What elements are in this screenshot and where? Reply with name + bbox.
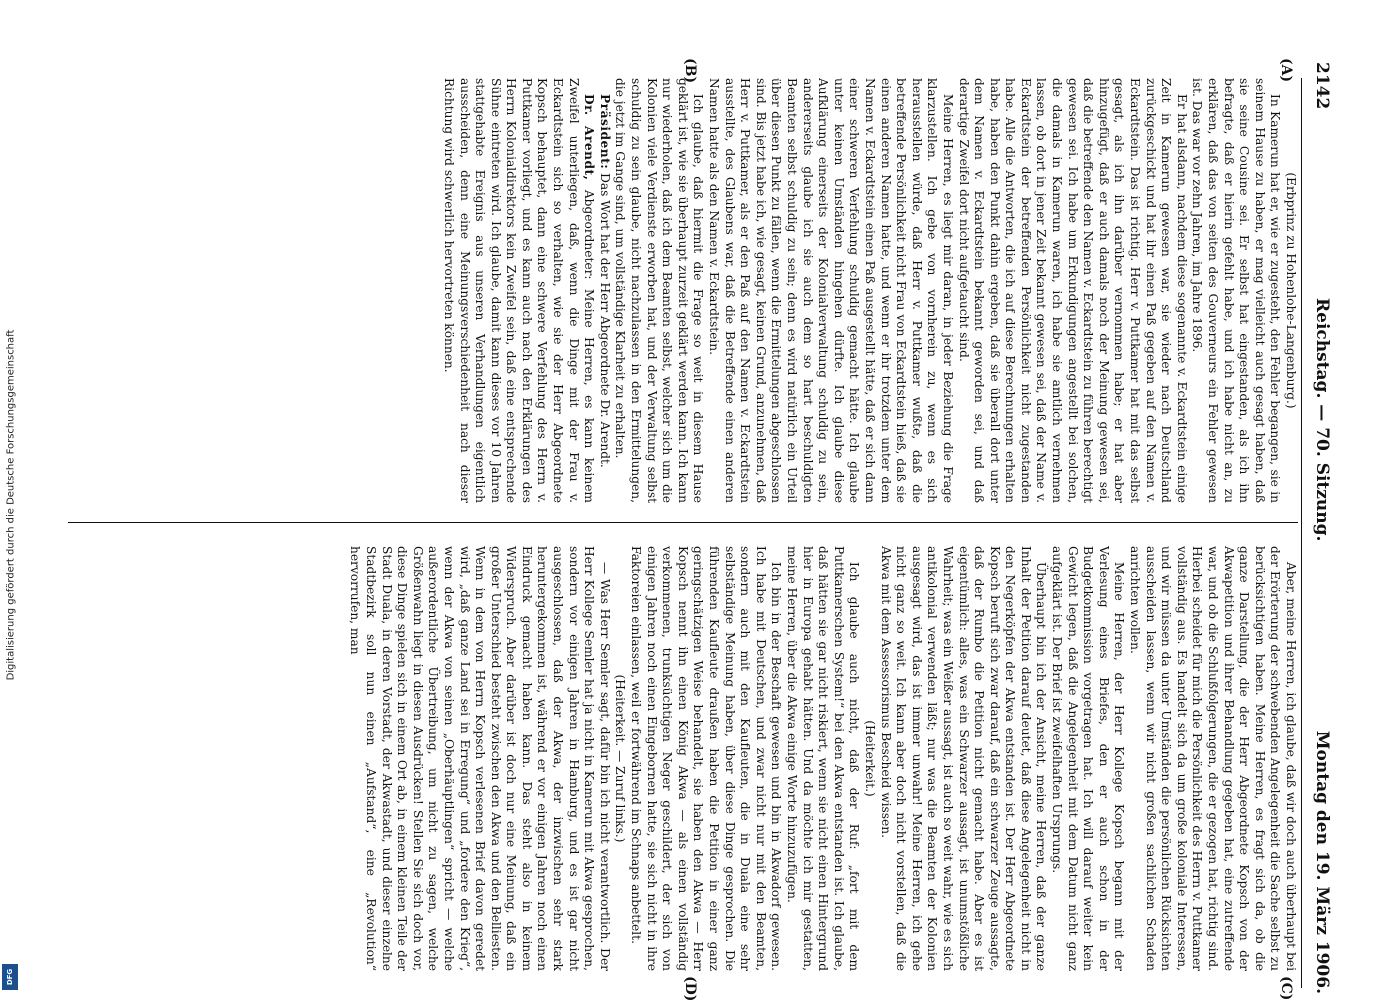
- speaker-paragraph: [596, 78, 612, 503]
- dfg-logo-text: DFG: [6, 968, 14, 986]
- speech-text: Das Wort hat der Herr Abgeordnete Dr. Arendt.: [597, 169, 612, 468]
- speaker-name: Dr. Arendt,: [582, 94, 597, 181]
- margin-strip: [0, 0, 22, 1000]
- speaker-name: Präsident:: [597, 94, 612, 170]
- stage-direction: (Heiterkeit. — Zuruf links.): [613, 674, 628, 843]
- body-paragraph: Er hat alsdann, nachdem diese sogenannte v. Eckardtstein einige Zeit in Kamerun gewesen war, sie wieder nach Deutschland zurückgeschickt und hat ihr einen Paß gegeben auf den Namen v. Eckardtstein. Das ist richtig. Herr v. Puttkamer hat mit das selbst gesagt, als ich ihn darüber vernommen habe; er hat aber hinzugefügt, daß er auch damals noch der Meinung gewesen sei, daß die betreffende den Namen v. Eckardtstein zu führen berechtigt gewesen sei. Ich habe um Erkundigungen angestellt bei solchen, die damals in Kamerun waren, ich habe sie amtlich vernehmen lassen, ob dort in jener Zeit bekannt gewesen sei, daß der Name v. Eckardtstein der betreffenden Persönlichkeit nicht zugestanden habe. Alle die Antworten, die ich auf diese Berechnungen erhalten habe, haben den Punkt dahin ergeben, daß sie überall dort unter dem Namen v. Eckardtstein bekannt geworden sei, und daß derartige Zweifel dort nicht aufgetaucht sind.: [956, 78, 1189, 503]
- digitization-attribution: Digitalisierung gefördert durch die Deutsche Forschungsgemeinschaft: [5, 329, 17, 681]
- scanned-page: [63, 58, 1338, 1001]
- right-column: [68, 546, 1298, 971]
- header-rule: [1301, 78, 1302, 988]
- section-marker-b: (B): [682, 58, 698, 84]
- page-number: 2142: [1312, 62, 1332, 110]
- column-divider: [68, 522, 1298, 523]
- stage-direction: (Heiterkeit.): [862, 720, 877, 797]
- session-title: Reichstag. — 70. Sitzung.: [1312, 298, 1332, 542]
- body-paragraph: Meine Herren, der Herr Kollege Kopsch begann mit der Verlesung eines Briefes, den er auch schon in der Budgetkommission vorgetragen hat. Ich will darauf weiter kein Gewicht legen, daß die Angelegenheit mit dem Datum nicht ganz aufgeklärt ist. Der Brief ist zweifelhaften Ursprungs.: [1050, 546, 1127, 971]
- speech-text: Abgeordneter: Meine Herren, es kann keinem Zweifel unterliegen, daß, wenn die Dinge mit der Frau v. Eckardtstein sich so verhalten, wie sie der Herr Abgeordnete Kopsch behauptet, dann eine schwere Verfehlung des Herrn v. Puttkamer vorliegt, und es kann auch nach den Erklärungen des Herrn Kolonialdirektors kein Zweifel sein, daß eine entsprechende Sühne eintreten wird. Ich glaube, damit kann dieses vor 10 Jahren stattgehabte Ereignis aus unseren Verhandlungen eigentlich ausscheiden, denn eine Meinungsverschiedenheit nach dieser Richtung wird schwerlich hervortreten können.: [441, 78, 597, 503]
- body-paragraph: Meine Herren, es liegt mir daran, in jeder Beziehung die Frage klarzustellen. Ich gebe von vornherein zu, wenn es sich herausstellen würde, daß Herr v. Puttkamer wußte, daß die betreffende Persönlichkeit nicht Frau von Eckardtstein hieß, daß sie einen anderen Namen hatte, und wenn er ihr trotzdem unter dem Namen v. Eckardtstein einen Paß ausgestellt hätte, daß er sich dann einer schweren Verfehlung schuldig gemacht hätte. Ich glaube unter keinen Umständen hingehen dürfte. Ich glaube diese Aufklärung einerseits der Kolonialverwaltung schuldig zu sein, andererseits glaube ich sie auch dem so hart beschuldigten Beamten selbst schuldig zu sein; denn es wird natürlich ein Urteil über diesen Punkt zu fällen, wenn die Ermittelungen abgeschlossen sind. Bis jetzt habe ich, wie gesagt, keinen Grund, anzunehmen, daß Herr v. Puttkamer, als er den Paß auf den Namen v. Eckardtstein ausstellte, des Glaubens war, daß die Betreffende einen anderen Namen hatte als den Namen v. Eckardtstein.: [707, 78, 955, 503]
- body-paragraph: — Was Herr Semler sagt, dafür bin ich nicht verantwortlich. Der Herr Kollege Semler hat ja nicht in Kamerun mit Akwa gesprochen, sondern vor einigen Jahren in Hamburg, und es ist gar nicht ausgeschlossen, daß der Akwa, der inzwischen sehr stark heruntergekommen ist, während er vor einigen Jahren noch einen Eindruck gemacht haben kann. Das steht also in keinem Widerspruch. Aber darüber ist doch nur eine Meinung, daß ein großer Unterschied besteht zwischen den Akwa und den Belliesten. Wenn in dem von Herrn Kopsch verlesenen Brief davon geredet wird, „daß ganze Land sei in Erregung“ und „fordere den Krieg“, wenn der Akwa von seinen „Oberhäuptlingen“ spricht — welche außerordentliche Übertreibung, um nicht zu sagen, welche Größenwahn liegt in diesen Ausdrücken! Stellen Sie sich doch vor, diese Dinge spielen sich in einem Ort ab, in einem kleinen Teile der Stadt Duala, in deren Vorstadt, der Akwastadt, und dieser einzelne Stadtbezirk soll nun einen „Aufstand“, eine „Revolution“ hervorrufen, man: [348, 546, 612, 971]
- body-paragraph: In Kamerun hat er, wie er zugesteht, den Fehler begangen, sie in seinem Hause zu haben, er mag vielleicht auch gesagt haben, daß sie seine Cousine sei. Er selbst hat eingestanden, als ich ihn befragte, daß er hierin gefehlt habe, und ich habe nicht an, zu erklären, daß das von seiten des Gouverneurs ein Fehler gewesen ist. Das war vor zehn Jahren, im Jahre 1896.: [1190, 78, 1283, 503]
- left-column: [68, 78, 1298, 503]
- page-header: [1302, 58, 1338, 998]
- body-paragraph: Überhaupt bin ich der Ansicht, meine Herren, daß der ganze Inhalt der Petition darauf deutet, daß diese Angelegenheit nicht in den Negerköpfen der Akwa entstanden ist. Der Herr Abgeordnete Kopsch beruft sich zwar darauf, daß ein schwarzer Zeuge aussagte, daß der Rumbo die Petition nicht gemacht habe. Aber es ist eigentümlich: alles, was ein Schwarzer aussagt, ist unumstößliche Wahrheit; was ein Weißer aussagt, ist auch so weit wahr, wie es sich antikolonial verwenden läßt; nur was die Beamten der Kolonien ausgesagt wird, das ist immer unwahr! Meine Herren, ich gehe nicht ganz so weit. Ich kann aber doch nicht vorstellen, daß die Akwa mit dem Assessorismus Bescheid wissen.: [878, 546, 1049, 971]
- session-date: Montag den 19. März 1906.: [1312, 730, 1332, 994]
- speaker-paragraph: [440, 78, 596, 503]
- body-paragraph: Ich glaube, daß hiermit die Frage so weit in diesem Hause geklärt ist, wie sie überhaupt zurzeit geklärt werden kann. Ich kann nur wiederholen, daß ich dem Beamten selbst, welcher sich um die Kolonien viele Verdienste erworben hat, und der Verwaltung selbst schuldig zu sein glaube, nicht nachzulassen in den Ermittelungen, die jetzt im Gange sind, um vollständige Klarheit zu erhalten.: [613, 78, 706, 503]
- body-paragraph: Aber, meine Herren, ich glaube, daß wir doch auch überhaupt bei der Erörterung der schwebenden Angelegenheit die Sache selbst zu berücksichtigen haben. Meine Herren, es fragt sich da, ob die ganze Darstellung, die der Herr Abgeordnete Kopsch von der Akwapetition und ihrer Behandlung gegeben hat, eine zutreffende war, und ob die Schlußfolgerungen, die er gezogen hat, richtig sind. Hierbei scheidet für mich die Persönlichkeit des Herrn v. Puttkamer vollständig aus. Es handelt sich da um große koloniale Interessen, und wir müssen da unter Umständen die persönlichen Rücksichten ausscheiden lassen, wenn wir nicht großen sachlichen Schaden anrichten wollen.: [1128, 546, 1298, 971]
- section-marker-c: (C): [1278, 976, 1294, 1001]
- body-paragraph: Ich bin in der Beschaft gewesen und bin in Akwadorf gewesen. Ich habe mit Deutschen, und zwar nicht nur mit den Beamten, sondern auch mit den Kaufleuten, die in Duala eine sehr selbständige Meinung haben, über diese Dinge gesprochen. Die führenden Kaufleute draußen haben die Petition in einer ganz geringschätzigen Weise behandelt, sie haben den Akwa — Herr Kopsch nennt ihn einen König Akwa — als einen vollständig verkommenen, trunksüchtigen Neger geschildert, der sich von einigen Jahren noch einen Eingebornen hatte, sie sich nicht in ihre Faktoreien einlassen, weil er fortwährend im Schnaps anbettelt.: [629, 546, 784, 971]
- dfg-logo: [2, 964, 18, 990]
- body-paragraph: Ich glaube auch nicht, daß der Ruf: „fort mit dem Puttkamerschen System!“ bei den Akwa entstanden ist. Ich glaube, daß hätten sie gar nicht riskiert, wenn sie nicht einen Hintergrund hier in Europa gehabt hätten. Und da möchte ich mir gestatten, meine Herren, über die Akwa einige Worte hinzuzufügen.: [785, 546, 862, 971]
- stage-direction: (Erbprinz zu Hohenlohe-Langenburg.): [1284, 172, 1298, 409]
- section-marker-a: (A): [1278, 58, 1294, 83]
- section-marker-d: (D): [682, 976, 698, 1001]
